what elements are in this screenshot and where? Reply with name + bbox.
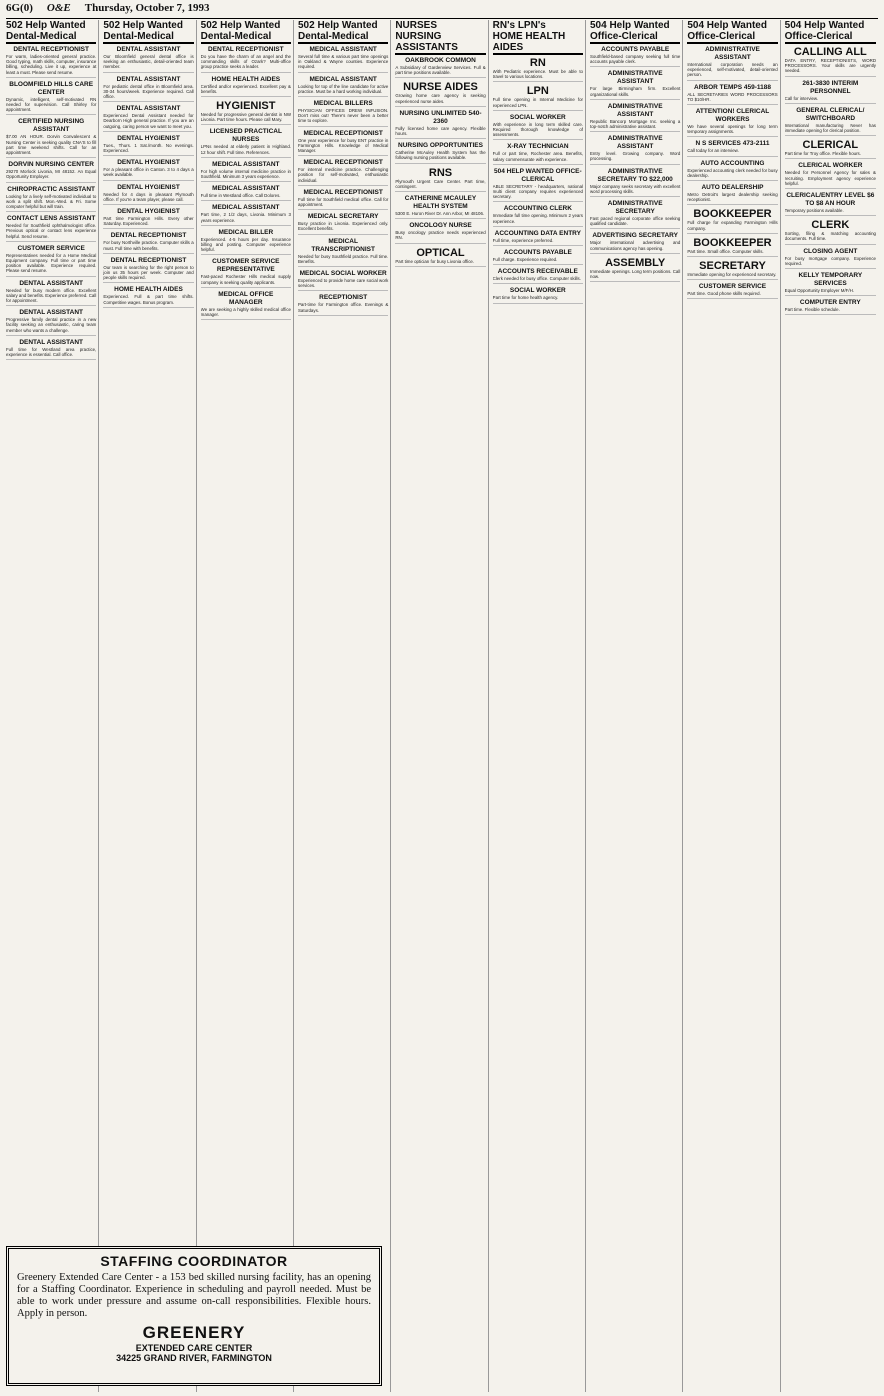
ad-body: Part time Farmington Hills. Every other Saturday. Experienced.	[103, 216, 194, 227]
ad-title: KELLY TEMPORARY SERVICES	[798, 272, 863, 288]
ad-body: Tues., Thurs. 1 Sat./month. No evenings. Experienced.	[103, 142, 194, 154]
ad-body: Part time. Flexible schedule.	[784, 307, 840, 313]
ad-title: ONCOLOGY NURSE	[409, 222, 472, 230]
classified-ad	[395, 110, 485, 139]
ad-body: Full time, experience preferred.	[492, 237, 554, 243]
ad-title: ACCOUNTS RECEIVABLE	[497, 268, 578, 276]
classified-ad	[395, 195, 485, 219]
masthead	[6, 2, 878, 19]
ad-title: CLERICAL/ENTRY LEVEL $6 TO $8 AN HOUR	[786, 192, 875, 208]
classified-ad	[687, 108, 777, 137]
greenery-address: 34225 GRAND RIVER, FARMINGTON	[116, 1353, 272, 1363]
classified-ad	[103, 257, 193, 284]
classified-ad	[785, 107, 876, 136]
ad-body: For pediatric dental office in Bloomfield area. 30-34 hours/week. Experience required. Call office.	[103, 83, 194, 100]
classified-ad	[298, 238, 388, 267]
ad-title: ARBOR TEMPS 459-1188	[694, 83, 771, 91]
classified-ad	[298, 46, 388, 73]
ad-body: Part time for Troy office. Flexible hours.	[784, 151, 861, 157]
ad-title: CLERICAL	[802, 139, 859, 152]
ad-body: For a pleasant office in Canton. 3 to 4 days a week available.	[103, 167, 194, 178]
ad-body: Dynamic, intelligent, self-motivated RN needed for supervision. Call Shirley for appointment.	[6, 96, 97, 113]
ad-body: Part-time for Farmington office. Evenings & Saturdays.	[298, 302, 389, 313]
staffing-title: STAFFING COORDINATOR	[100, 1253, 288, 1269]
ad-body: Republic Bancorp Mortgage Inc. seeking a top-notch administrative assistant.	[590, 118, 681, 130]
ad-title: ADMINISTRATIVE SECRETARY	[607, 200, 663, 216]
ad-body: Part time. Good phone skills required.	[687, 291, 761, 297]
ad-body: Call for interview.	[784, 95, 819, 101]
ad-body: A Subsidiary of Gardenview Services. Full & part time positions available.	[395, 65, 486, 76]
ad-body: ABLE SECRETARY - headquarters, national multi client company requires experienced secretary.	[492, 183, 583, 200]
ad-title: MEDICAL ASSISTANT	[309, 75, 377, 83]
ad-title: GENERAL CLERICAL/ SWITCHBOARD	[796, 106, 865, 122]
classified-ad	[103, 208, 193, 229]
ad-body: International corporation needs an experienced, self-motivated, detail-oriented person.	[687, 62, 778, 78]
ad-body: For high volume internal medicine practice in Southfield. Minimum 3 years experience.	[200, 168, 291, 180]
ad-body: LPNs needed at elderly patient in Highland. 12 hour shift. Full time. References.	[200, 144, 291, 155]
classified-ad	[298, 189, 388, 210]
classified-ad	[687, 184, 777, 205]
ad-title: ADMINISTRATIVE ASSISTANT	[607, 70, 663, 86]
classified-ad	[103, 184, 193, 205]
ad-body: International manufacturing Never has immediate opening for clerical position.	[784, 122, 876, 134]
classified-ad	[201, 128, 291, 157]
ad-title: MEDICAL TRANSCRIPTIONIST	[311, 237, 375, 253]
ad-title: DENTAL ASSISTANT	[19, 338, 83, 346]
ad-title: ADVERTISING SECRETARY	[592, 232, 678, 240]
ad-title: CLERICAL WORKER	[798, 162, 863, 170]
classified-ad	[6, 280, 96, 307]
ad-title: DENTAL RECEPTIONIST	[208, 46, 284, 53]
ad-body: Our team is searching for the right person to join us 35 hours per week. Computer and people skills required.	[103, 264, 194, 281]
classified-ad	[687, 140, 777, 156]
ad-title: DENTAL HYGIENIST	[117, 134, 180, 142]
ad-body: Major international advertising and communications agency has opening.	[590, 240, 681, 251]
classified-ad	[201, 76, 291, 97]
ad-body: Immediate full time opening. Minimum 2 years experience.	[492, 213, 583, 224]
classified-ad	[590, 257, 680, 282]
ad-title: BOOKKEEPER	[693, 236, 772, 249]
ad-title: SOCIAL WORKER	[509, 113, 566, 121]
ad-body: For busy Northville practice. Computer skills a must. Full time with benefits.	[103, 240, 194, 251]
classified-ad	[298, 270, 388, 291]
ad-body: Experienced. 4-5 hours per day. Insurance billing and posting. Computer experience helpful.	[200, 236, 291, 253]
ad-title: SOCIAL WORKER	[509, 287, 566, 295]
classified-ad	[687, 84, 777, 105]
ad-body: Metro Detroit's largest dealership seeking receptionist.	[687, 192, 778, 203]
column-header: 504 Help Wanted Office-Clerical	[687, 20, 777, 44]
ad-body: Part time. Small office. Computer skills.	[687, 248, 764, 254]
column-header: 502 Help Wanted Dental-Medical	[6, 20, 96, 44]
column-9	[785, 20, 878, 1392]
ad-body: Experienced. Full & part time shifts. Competitive wages. Bonus program.	[103, 294, 194, 305]
ad-title: DENTAL ASSISTANT	[116, 75, 181, 83]
column-header: RN's LPN's HOME HEALTH AIDES	[493, 20, 583, 55]
column-1	[6, 20, 99, 1392]
ad-title: RN	[529, 57, 546, 69]
column-8	[687, 20, 780, 1392]
ad-title: CLERK	[811, 219, 850, 232]
ad-body: $7.00 AN HOUR. Dorvin Convalescent & Nursing Center is seeking quality CNA'S to fill part time weekend shifts. Call for an appointment.	[6, 134, 97, 156]
ad-title: COMPUTER ENTRY	[799, 299, 861, 307]
classified-ad	[785, 162, 876, 189]
ad-title: DENTAL RECEPTIONIST	[110, 232, 187, 240]
ad-body: Our Bloomfield general dental office is seeking an enthusiastic, detail-oriented team member.	[103, 54, 194, 70]
ad-body: Full time opening in Internal Medicine for experienced LPN.	[492, 97, 583, 108]
ad-title: OPTICAL	[416, 246, 465, 259]
ad-title: MEDICAL OFFICE MANAGER	[218, 290, 274, 306]
column-header: 502 Help Wanted Dental-Medical	[103, 20, 193, 44]
classified-ad	[298, 294, 388, 315]
ad-body: Clerk needed for busy office. Computer skills.	[492, 276, 581, 282]
ad-body: Representatives needed for a Home Medical Equipment company. Full time or part time position available. Experience required. Please send resume.	[6, 252, 97, 274]
ad-title: CHIROPRACTIC ASSISTANT	[7, 185, 96, 193]
ad-title: OAKBROOK COMMON	[405, 57, 476, 64]
classified-ad	[687, 46, 777, 81]
classified-ad	[201, 185, 291, 201]
classified-ad	[395, 81, 485, 106]
ad-body: Busy practice in Livonia. Experienced only. Excellent benefits.	[298, 221, 389, 232]
ad-title: ADMINISTRATIVE ASSISTANT	[607, 102, 663, 118]
ad-body: Several full time & various part time openings in Oakland & Wayne counties. Experience required.	[298, 54, 389, 70]
column-header: 502 Help Wanted Dental-Medical	[298, 20, 388, 44]
classified-ad	[785, 248, 876, 269]
ad-title: DORVIN NURSING CENTER	[8, 161, 94, 169]
classified-ad	[395, 247, 485, 267]
ad-body: Entry level. Growing company. Word processing.	[590, 151, 681, 162]
classified-ad	[201, 258, 291, 287]
classified-ad	[590, 135, 680, 164]
ad-body: We are seeking a highly skilled medical office manager.	[200, 306, 291, 318]
ad-body: Fast paced regional corporate office seeking qualified candidate.	[590, 216, 681, 227]
ad-title: NURSING UNLIMITED 540-2360	[399, 109, 482, 125]
ad-body: Equal Opportunity Employer M/F/H.	[784, 288, 854, 294]
classified-ad	[6, 118, 96, 158]
classified-ad	[395, 142, 485, 163]
classified-ad	[785, 272, 876, 296]
classified-ad	[201, 229, 291, 256]
ad-body: Full time for Westland area practice, experience is essential. Call office.	[6, 346, 97, 358]
ad-body: Full charge. Experience required.	[492, 257, 558, 263]
ad-body: Experienced to provide home care social work services.	[298, 278, 389, 289]
ad-title: N S SERVICES 473-2111	[695, 140, 770, 148]
ad-title: CALLING ALL	[793, 46, 867, 58]
ad-title: AUTO DEALERSHIP	[701, 184, 764, 192]
classified-ad	[6, 46, 96, 78]
column-7	[590, 20, 683, 1392]
classified-ad	[785, 219, 876, 244]
ad-title: AUTO ACCOUNTING	[700, 159, 765, 167]
classified-ad	[493, 268, 583, 284]
classified-ad	[103, 105, 193, 132]
classified-ad	[590, 200, 680, 229]
greenery-logo: GREENERY	[142, 1323, 246, 1342]
ad-title: MEDICAL BILLER	[218, 228, 274, 236]
classified-ad	[103, 232, 193, 253]
ad-title: DENTAL ASSISTANT	[116, 46, 181, 53]
ad-title: ADMINISTRATIVE SECRETARY TO $22,000	[597, 167, 673, 183]
classified-ad	[201, 291, 291, 320]
classified-ad	[590, 70, 680, 99]
classified-ad	[201, 46, 291, 73]
ad-title: MEDICAL ASSISTANT	[212, 204, 280, 212]
ad-body: Full charge for expanding Farmington Hills company.	[687, 220, 778, 231]
classified-ad	[687, 160, 777, 181]
ad-title: HOME HEALTH AIDES	[114, 286, 183, 294]
classified-ad	[493, 114, 583, 141]
classified-ad	[298, 130, 388, 157]
classified-ad	[103, 135, 193, 156]
ad-title: RECEPTIONIST	[319, 294, 368, 302]
ad-body: Do you have the charm of an angel and the commanding skills of Ozark? Multi-office group practice seeks a leader.	[200, 54, 291, 70]
ad-title: BLOOMFIELD HILLS CARE CENTER	[9, 80, 94, 96]
ad-title: MEDICAL RECEPTIONIST	[303, 129, 383, 137]
ad-body: Part time for home health agency.	[492, 295, 559, 301]
ad-title: LPN	[526, 85, 549, 98]
ad-body: With experience in long term skilled care. Required thorough knowledge of assessments.	[492, 121, 583, 138]
column-2	[103, 20, 196, 1392]
ad-title: NURSING OPPORTUNITIES	[398, 142, 483, 150]
ad-body: Fast-paced Rochester Hills medical supply company is seeking quality applicants.	[200, 274, 291, 285]
classified-ad	[103, 46, 193, 73]
ad-title: ATTENTION! CLERICAL WORKERS	[695, 108, 770, 124]
ad-title: CONTACT LENS ASSISTANT	[6, 215, 96, 223]
page-number: 6G(0)	[6, 2, 33, 14]
ad-body: Fully licensed home care agency. Flexible hours.	[395, 125, 486, 137]
ad-body: Needed for Southfield ophthalmologist office. Previous optical or contact lens experience helpful. Send resume.	[6, 223, 97, 239]
ad-body: Growing home care agency is seeking experienced nurse aides.	[395, 93, 486, 104]
ad-title: ADMINISTRATIVE ASSISTANT	[607, 135, 663, 151]
ad-body: We have several openings for long term temporary assignments.	[687, 124, 778, 135]
ad-title: MEDICAL ASSISTANT	[309, 46, 377, 53]
ad-title: RNS	[428, 166, 453, 179]
ad-body: Part time optician for busy Livonia office.	[395, 258, 475, 264]
ad-title: ASSEMBLY	[605, 256, 666, 269]
staffing-body: Greenery Extended Care Center - a 153 bed skilled nursing facility, has an opening for a Staffing Coordinator. Experience in scheduling and payroll needed. Must be able to work under pressure and assume on-call responsibilities. Flexible hours. Apply in person.	[17, 1272, 371, 1319]
issue-date: Thursday, October 7, 1993	[84, 2, 210, 14]
ad-body: PHYSICIAN OFFICES DREW INFUSION. Don't miss out! There's never been a better time to explore.	[298, 108, 389, 124]
ad-body: Full time in Westland office. Call Dolores.	[200, 193, 281, 199]
classified-ad	[298, 100, 388, 127]
ad-body: Catherine McAuley Health System has the following nursing positions available.	[395, 150, 486, 161]
ad-title: 261-3830 INTERIM PERSONNEL	[802, 79, 859, 95]
ad-body: Temporary positions available.	[784, 208, 844, 214]
column-header: NURSES NURSING ASSISTANTS	[395, 20, 485, 55]
greenery-name: EXTENDED CARE CENTER	[135, 1343, 253, 1353]
ad-body: Looking for a lively self-motivated individual to work a split shift. Mon.-Wed. & Fri. Some computer helpful but will train.	[6, 193, 97, 210]
classified-ad	[201, 204, 291, 225]
classified-ad	[6, 339, 96, 360]
ad-body: Full or part time, Rochester area. Benefits, salary commensurate with experience.	[492, 151, 583, 162]
ad-body: For large Birmingham firm. Excellent organizational skills.	[590, 86, 681, 97]
ad-body: With Pediatric experience. Must be able to travel to various locations.	[492, 69, 583, 80]
classified-ad	[395, 57, 485, 78]
classified-ad	[493, 57, 583, 82]
ad-title: MEDICAL RECEPTIONIST	[303, 159, 383, 167]
ad-body: Needed for 4 days in pleasant Plymouth office. If you're a team player, please call.	[103, 191, 194, 202]
ad-body: 5300 E. Huron River Dr. Ann Arbor, MI 48106.	[395, 211, 485, 217]
ad-body: Call today for an interview.	[687, 148, 739, 154]
ad-title: NURSE AIDES	[403, 81, 478, 94]
ad-body: Immediate openings. Long term positions. Call now.	[590, 268, 681, 280]
classified-ad	[298, 159, 388, 186]
classified-ad	[785, 299, 876, 315]
classified-ad	[493, 287, 583, 303]
ad-title: HOME HEALTH AIDES	[211, 75, 281, 83]
ad-body: Southfield-based company seeking full time accounts payable clerk.	[590, 54, 681, 65]
ad-title: DENTAL HYGIENIST	[117, 159, 180, 167]
classified-ad	[6, 215, 96, 242]
classified-ad	[395, 167, 485, 192]
ad-body: ALL SECRETARIES WORD PROCESSORS TO $10/HR.	[687, 91, 778, 102]
ad-body: Progressive family dental practice in a new facility seeking an enthusiastic, caring team member who wants a challenge.	[6, 317, 97, 333]
ad-body: For warm, ladies-oriented general practice. Good typing, math skills, computer, insurance billing, scheduling. Live it up, experience at least a must. Please send resume.	[6, 54, 97, 75]
ad-title: DENTAL HYGIENIST	[117, 208, 180, 216]
ad-body: For busy mortgage company. Experience required.	[784, 255, 876, 266]
ad-title: DENTAL ASSISTANT	[19, 309, 83, 317]
ad-title: MEDICAL SECRETARY	[307, 213, 379, 221]
ad-title: BOOKKEEPER	[693, 208, 772, 221]
ad-title: ACCOUNTS PAYABLE	[503, 249, 572, 257]
classified-ad	[298, 213, 388, 234]
ad-title: MEDICAL ASSISTANT	[212, 160, 280, 168]
classified-ad	[785, 139, 876, 159]
ad-title: DENTAL ASSISTANT	[116, 105, 181, 113]
ad-title: ACCOUNTING DATA ENTRY	[494, 229, 581, 237]
column-header: 504 Help Wanted Office-Clerical	[785, 20, 876, 44]
ad-title: DENTAL HYGIENIST	[117, 183, 180, 191]
classified-ad	[590, 46, 680, 67]
classified-columns	[6, 20, 878, 1392]
classified-ad	[6, 309, 96, 336]
classified-ad	[785, 80, 876, 104]
ad-title: LICENSED PRACTICAL NURSES	[209, 128, 282, 144]
column-header: 504 Help Wanted Office-Clerical	[590, 20, 680, 44]
ad-title: CLOSING AGENT	[803, 247, 858, 255]
ad-body: For internal medicine practice. Challenging position for self-motivated, enthusiastic individual.	[298, 167, 389, 183]
ad-body: DATA ENTRY, RECEPTIONISTS, WORD PROCESSORS. Your skills are urgently needed.	[784, 58, 876, 74]
classified-ad	[103, 76, 193, 103]
classified-ad	[493, 205, 583, 226]
ad-body: Major company seeks secretary with excellent word processing skills.	[590, 183, 681, 194]
ad-title: CERTIFIED NURSING ASSISTANT	[18, 118, 85, 134]
ad-title: SECRETARY	[699, 260, 766, 273]
ad-title: MEDICAL ASSISTANT	[212, 185, 280, 193]
classified-ad	[687, 237, 777, 257]
ad-body: Sorting, filing & matching accounting documents. Full time.	[784, 231, 876, 242]
classified-ad	[6, 245, 96, 277]
classified-ad	[590, 103, 680, 132]
paper-name: O&E	[46, 2, 71, 14]
ad-title: DENTAL RECEPTIONIST	[13, 46, 89, 53]
classified-ad	[493, 143, 583, 164]
classified-ad	[103, 159, 193, 180]
ad-title: DENTAL ASSISTANT	[19, 279, 83, 287]
classified-ad	[6, 186, 96, 213]
ad-body: Needed for Personnel Agency for sales & recruiting. Employment agency experience helpful.	[784, 170, 876, 186]
classified-ad	[785, 46, 876, 77]
column-5	[395, 20, 488, 1392]
classified-ad	[590, 168, 680, 197]
classified-ad	[6, 81, 96, 116]
ad-body: Part time, 2 1/2 days, Livonia. Minimum 3 years experience.	[200, 212, 291, 223]
column-6	[493, 20, 586, 1392]
column-4	[298, 20, 391, 1392]
ad-title: ADMINISTRATIVE ASSISTANT	[705, 46, 760, 61]
classified-ad	[590, 232, 680, 253]
ad-body: Experienced Dental Assistant needed for Dearborn High general practice. If you are an outgoing, caring person we want to meet you.	[103, 113, 194, 129]
ad-body: Immediate opening for experienced secretary.	[687, 272, 777, 278]
ad-body: Busy oncology practice needs experienced RN.	[395, 230, 486, 241]
ad-title: CATHERINE MCAULEY HEALTH SYSTEM	[404, 195, 477, 211]
staffing-coordinator-ad	[6, 1246, 382, 1386]
ad-title: ACCOUNTING CLERK	[503, 205, 572, 213]
classified-ad	[6, 161, 96, 182]
ad-title: 504 HELP WANTED OFFICE-CLERICAL	[494, 167, 582, 183]
ad-title: ACCOUNTS PAYABLE	[601, 46, 670, 53]
classified-ad	[687, 283, 777, 299]
column-3	[201, 20, 294, 1392]
ad-title: CUSTOMER SERVICE	[17, 244, 85, 252]
ad-body: Needed for busy Southfield practice. Full time. Benefits.	[298, 253, 389, 264]
ad-body: Looking for top of the line candidate for active practice. Must be a hard working individual.	[298, 83, 389, 94]
column-header: 502 Help Wanted Dental-Medical	[201, 20, 291, 44]
classified-ad	[687, 208, 777, 233]
classified-ad	[785, 192, 876, 216]
ad-title: CUSTOMER SERVICE	[698, 283, 767, 291]
classified-ad	[201, 100, 291, 125]
ad-body: One year experience for busy ENT practice in Farmington Hills. Knowledge of Medical Manager.	[298, 137, 389, 154]
ad-title: MEDICAL SOCIAL WORKER	[299, 270, 387, 278]
ad-body: Experienced accounting clerk needed for busy dealership.	[687, 167, 778, 178]
ad-title: X-RAY TECHNICIAN	[507, 143, 569, 151]
classified-ad	[395, 222, 485, 243]
classified-ad	[493, 85, 583, 110]
ad-body: Needed for busy modern office. Excellent salary and benefits. Experience preferred. Call for appointment.	[6, 287, 97, 304]
classified-ad	[687, 260, 777, 280]
ad-body: Plymouth Urgent Care Center. Part time, contingent.	[395, 178, 486, 189]
classified-ad	[493, 230, 583, 246]
ad-title: MEDICAL BILLERS	[313, 100, 373, 108]
ad-body: 29270 Morlock Livonia, MI 48152. An Equal Opportunity Employer.	[6, 169, 97, 180]
ad-body: Needed for progressive general dentist in NW Livonia. Part time hours. Please call Mary.	[200, 112, 291, 123]
ad-body: Full time for Southfield medical office. Call for appointment.	[298, 196, 389, 208]
classified-ad	[493, 168, 583, 203]
ad-title: DENTAL RECEPTIONIST	[110, 256, 187, 264]
ad-title: MEDICAL RECEPTIONIST	[303, 188, 383, 196]
ad-body: Certified and/or experienced. Excellent pay & benefits.	[200, 83, 291, 94]
ad-title: HYGIENIST	[216, 100, 276, 113]
classified-ad	[103, 286, 193, 307]
classified-ad	[298, 76, 388, 97]
ad-title: CUSTOMER SERVICE REPRESENTATIVE	[212, 258, 280, 274]
classified-ad	[201, 161, 291, 182]
classified-ad	[493, 249, 583, 265]
